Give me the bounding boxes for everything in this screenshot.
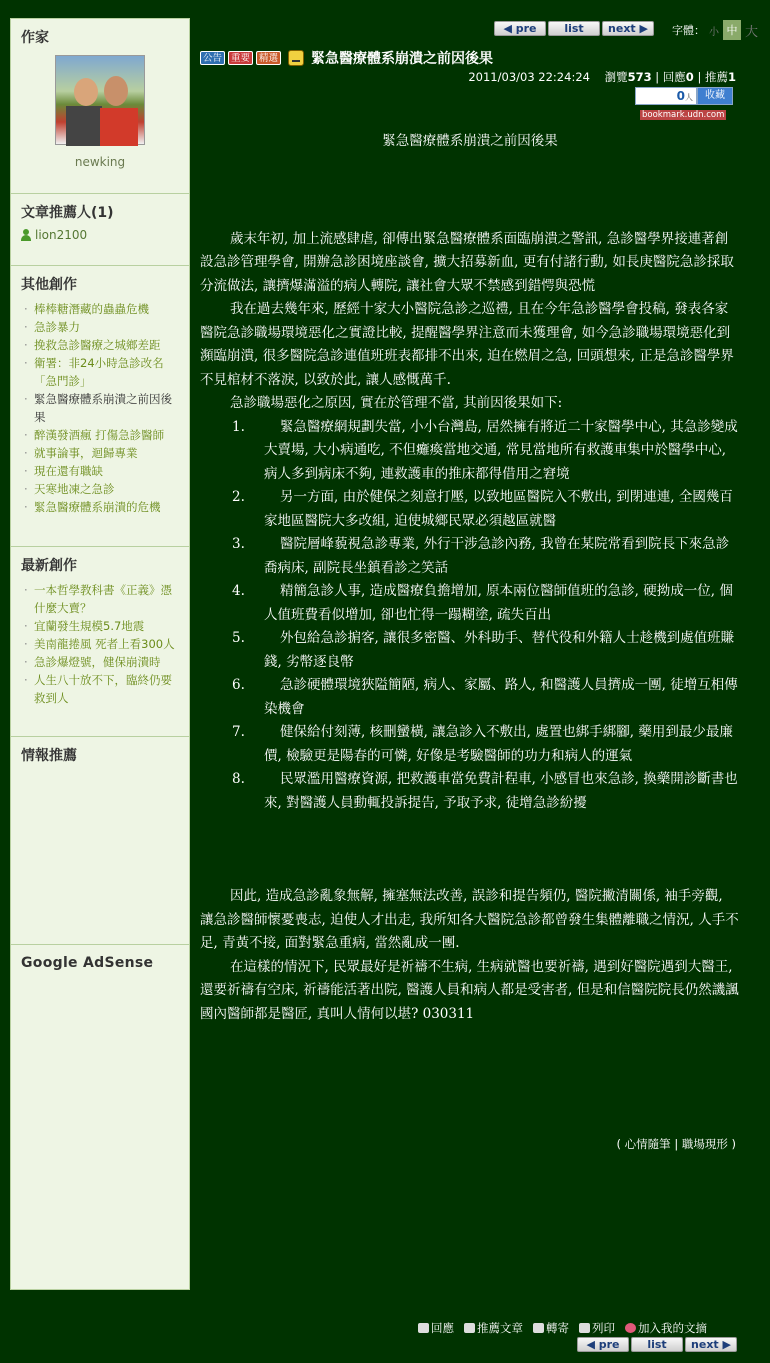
recommenders-section <box>11 194 189 266</box>
latest-works-list <box>21 581 179 707</box>
recommender-item[interactable] <box>21 228 179 242</box>
adsense-section <box>11 945 189 979</box>
heart-icon <box>625 1323 636 1333</box>
font-size-control <box>672 20 758 40</box>
author-name[interactable]: newking <box>74 155 126 169</box>
latest-work-item[interactable]: · 美南龍捲風 死者上看300人 <box>21 635 179 653</box>
article-datetime: 2011/03/03 22:24:24 <box>468 70 590 84</box>
replies-count: 0 <box>685 70 694 84</box>
other-work-item[interactable]: · 現在還有職缺 <box>21 462 179 480</box>
font-large-button[interactable]: 大 <box>745 24 759 40</box>
list-button[interactable]: list <box>548 21 600 36</box>
mood-icon <box>288 50 304 66</box>
article-inner-title: 緊急醫療體系崩潰之前因後果 <box>382 133 558 149</box>
bookmark-button[interactable]: 收藏 <box>697 87 733 105</box>
list-button[interactable]: list <box>631 1337 683 1352</box>
article-tools <box>418 1320 707 1336</box>
font-size-label: 字體： <box>672 24 705 37</box>
other-work-item[interactable]: · 棒棒糖潛藏的蟲蟲危機 <box>21 300 179 318</box>
article-categories[interactable]: ( 心情隨筆 | 職場現形 ) <box>616 1137 736 1151</box>
bookmark-link[interactable]: bookmark.udn.com <box>642 110 725 120</box>
list-item: 3. 醫院層峰藐視急診專業, 外行干涉急診內務, 我曾在某院常看到院長下來急診喬病床, 副院長坐鎮看診之笑話 <box>232 536 730 576</box>
other-work-item[interactable]: · 緊急醫療體系崩潰的危機 <box>21 498 179 516</box>
sidebar <box>10 18 190 1290</box>
list-item: 8. 民眾濫用醫療資源, 把救護車當免費計程車, 小感冒也來急診, 換藥開診斷書也來, 對醫護人員動輒投訴提告, 予取予求, 徒增急診紛擾 <box>232 771 738 811</box>
list-item: 6. 急診硬體環境狹隘簡陋, 病人、家屬、路人, 和醫護人員擠成一團, 徒增互相傳染機會 <box>232 677 738 717</box>
recommend-count: 1 <box>727 70 736 84</box>
latest-work-item[interactable]: · 一本哲學教科書《正義》憑什麼大賣？ <box>21 581 179 617</box>
intel-section <box>11 737 189 945</box>
tag-announcement: 公告 <box>200 51 225 65</box>
forward-tool[interactable]: 轉寄 <box>533 1320 569 1336</box>
cause-list <box>200 416 740 816</box>
article-paragraph: 我在過去幾年來, 歷經十家大小醫院急診之巡禮, 且在今年急診醫學會投稿, 發表各家醫院急診職場環境惡化之實證比較, 提醒醫學界注意而未獲理會, 如今急診職場環境惡化到瀕臨崩潰, 很多醫院急診連值班班表都排不出來, 迫在燃眉之急, 回頭想來, 正是急診醫學界不見棺材不落淚, 以致於此, 讓人感慨萬千. <box>200 301 734 388</box>
author-avatar[interactable] <box>55 55 145 145</box>
font-small-button[interactable]: 小 <box>709 26 719 38</box>
list-item: 7. 健保給付刻薄, 核刪蠻橫, 讓急診入不敷出, 處置也綁手綁腳, 藥用到最少最廉價, 檢驗更是陽春的可憐, 好像是考驗醫師的功力和病人的運氣 <box>232 724 733 764</box>
other-work-item[interactable]: · 就事論事，迴歸專業 <box>21 444 179 462</box>
other-work-item[interactable]: · 衛署：非24小時急診改名「急門診」 <box>21 354 179 390</box>
reply-icon <box>418 1323 429 1333</box>
article-paragraph: 急診職場惡化之原因, 實在於管理不當, 其前因後果如下: <box>230 395 563 411</box>
other-work-item[interactable]: · 天寒地凍之急診 <box>21 480 179 498</box>
next-button[interactable]: next ▶ <box>685 1337 737 1352</box>
other-works-section <box>11 266 189 547</box>
recommend-tool[interactable]: 推薦文章 <box>464 1320 523 1336</box>
user-icon <box>21 229 31 241</box>
next-button[interactable]: next ▶ <box>602 21 654 36</box>
latest-works-title: 最新創作 <box>21 558 77 574</box>
reply-tool[interactable]: 回應 <box>418 1320 454 1336</box>
tag-important: 重要 <box>228 51 253 65</box>
latest-work-item[interactable]: · 宜蘭發生規模5.7地震 <box>21 617 179 635</box>
other-work-item[interactable]: · 挽救急診醫療之城鄉差距 <box>21 336 179 354</box>
list-item: 4. 精簡急診人事, 造成醫療負擔增加, 原本兩位醫師值班的急診, 硬拗成一位, 個人值班費看似增加, 卻也忙得一蹋糊塗, 疏失百出 <box>232 583 733 623</box>
bottom-nav <box>577 1337 737 1352</box>
pre-button[interactable]: ◀ pre <box>494 21 546 36</box>
article-meta: 2011/03/03 22:24:24 瀏覽573 | 回應0 | 推薦1 <box>468 70 736 84</box>
list-item: 5. 外包給急診掮客, 讓很多密醫、外科助手、替代役和外籍人士趁機到處值班賺錢, 劣幣逐良幣 <box>232 630 735 670</box>
list-item: 1. 緊急醫療網規劃失當, 小小台灣島, 居然擁有將近二十家醫學中心, 其急診變成大賣場, 大小病通吃, 不但癱瘓當地交通, 常見當地所有救護車集中於醫學中心, 病人多到病床不夠, 連救護車的推床都得借用之窘境 <box>232 418 738 482</box>
latest-work-item[interactable]: · 人生八十放不下，臨終仍要救到人 <box>21 671 179 707</box>
recommenders-title: 文章推薦人(1) <box>21 205 114 221</box>
article-paragraph: 歲末年初, 加上流感肆虐, 卻傳出緊急醫療體系面臨崩潰之警訊, 急診醫學界接連著創設急診管理學會, 開辦急診困境座談會, 擴大招募新血, 更有付諸行動, 如長庚醫院急診採取分流做法, 讓擠爆滿溢的病人轉院, 讓社會大眾不禁感到錯愕與恐慌 <box>200 230 734 294</box>
recommender-name[interactable]: lion2100 <box>35 228 88 242</box>
other-works-title: 其他創作 <box>21 277 77 293</box>
font-medium-button[interactable]: 中 <box>723 20 741 40</box>
other-work-item[interactable]: · 急診暴力 <box>21 318 179 336</box>
add-digest-tool[interactable]: 加入我的文摘 <box>625 1320 707 1336</box>
article-paragraph: 在這樣的情況下, 民眾最好是祈禱不生病, 生病就醫也要祈禱, 遇到好醫院遇到大醫王, 還要祈禱有空床, 祈禱能活著出院, 醫護人員和病人都是受害者, 但是和信醫院院長仍然譏諷國內醫師都是醫匠, 真叫人情何以堪? 030311 <box>200 958 739 1022</box>
print-tool[interactable]: 列印 <box>579 1320 615 1336</box>
envelope-icon <box>533 1323 544 1333</box>
latest-work-item[interactable]: · 急診爆燈號，健保崩潰時 <box>21 653 179 671</box>
other-work-item-current: · 緊急醫療體系崩潰之前因後果 <box>21 390 179 426</box>
bookmark-count: 0人 <box>635 87 697 105</box>
other-works-list <box>21 300 179 516</box>
thumbs-up-icon <box>464 1323 475 1333</box>
article-title: 緊急醫療體系崩潰之前因後果 <box>311 51 494 67</box>
views-count: 573 <box>627 70 652 84</box>
replies-label: 回應 <box>662 70 686 84</box>
printer-icon <box>579 1323 590 1333</box>
article-header <box>200 48 493 68</box>
article-paragraph: 因此, 造成急診亂象無解, 擁塞無法改善, 誤診和提告頻仍, 醫院撇清關係, 袖手旁觀, 讓急診醫師懷憂喪志, 迫使人才出走, 我所知各大醫院急診都曾發生集體離職之情況, 人手不足, 青黃不接, 面對緊急重病, 當然亂成一團. <box>200 888 739 951</box>
intel-title: 情報推薦 <box>21 748 77 764</box>
article-body <box>200 130 740 1026</box>
latest-works-section <box>11 547 189 737</box>
other-work-item[interactable]: · 醉漢發酒瘋 打傷急診醫師 <box>21 426 179 444</box>
tag-featured: 精選 <box>256 51 281 65</box>
adsense-title: Google AdSense <box>21 955 154 971</box>
views-label: 瀏覽 <box>604 70 628 84</box>
author-title: 作家 <box>21 30 49 46</box>
author-section <box>11 19 189 194</box>
top-nav <box>494 21 654 36</box>
recommend-label: 推薦 <box>704 70 728 84</box>
bookmark-counter <box>635 87 733 105</box>
pre-button[interactable]: ◀ pre <box>577 1337 629 1352</box>
list-item: 2. 另一方面, 由於健保之刻意打壓, 以致地區醫院入不敷出, 到閉連連, 全國幾百家地區醫院大多改組, 迫使城鄉民眾必須越區就醫 <box>232 489 733 529</box>
